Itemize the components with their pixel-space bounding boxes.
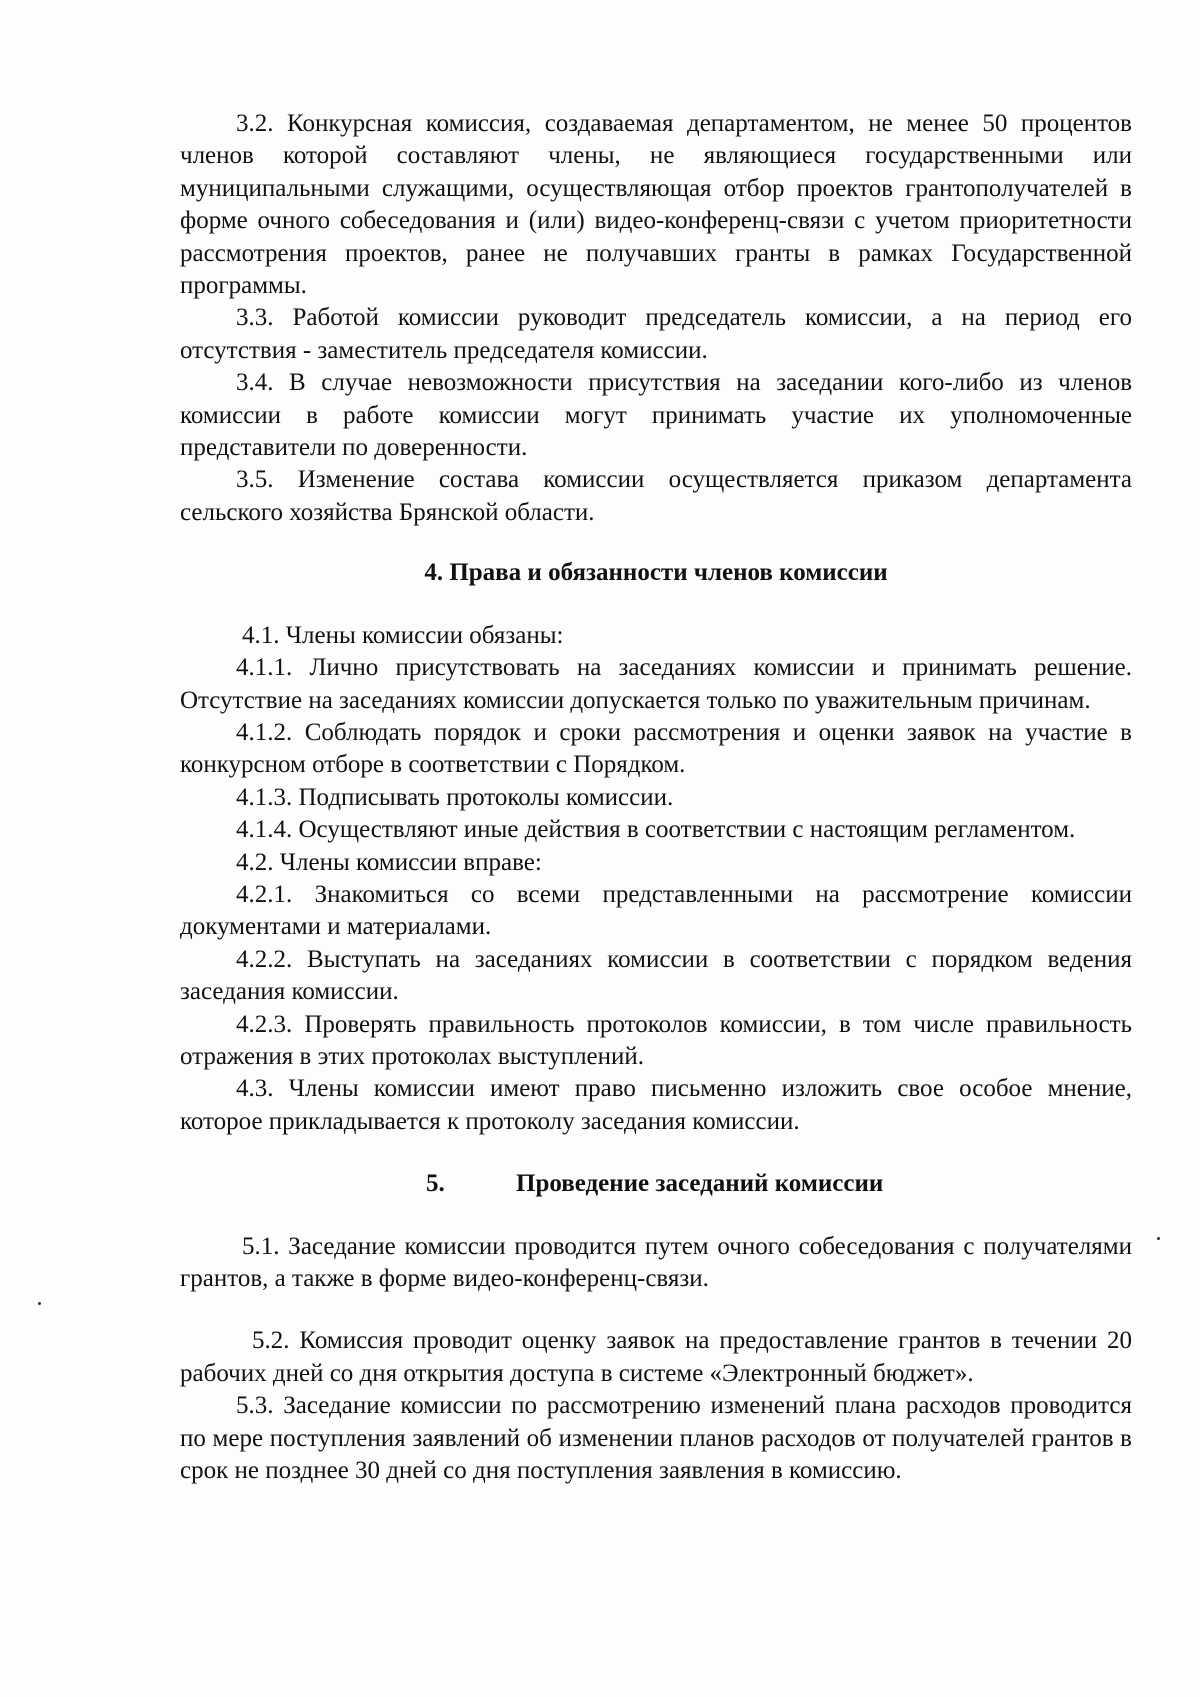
paragraph-4-1-3: 4.1.3. Подписывать протоколы комиссии. — [236, 783, 674, 811]
paragraph-5-2: 5.2. Комиссия проводит оценку заявок на предоставление грантов в течении 20 рабочих дней со дня открытия доступа в системе «Электронный бюджет». — [180, 1327, 1132, 1387]
section-4-heading: 4. Права и обязанности членов комиссии — [424, 559, 888, 587]
section-5-title: Проведение заседаний комиссии — [516, 1170, 884, 1198]
section-5-heading — [180, 1168, 1132, 1200]
paragraph-4-1-4: 4.1.4. Осуществляют иные действия в соответствии с настоящим регламентом. — [236, 816, 1076, 844]
paragraph-4-3: 4.3. Члены комиссии имеют право письменно изложить свое особое мнение, которое прикладывается к протоколу заседания комиссии. — [180, 1075, 1132, 1135]
paragraph-4-2: 4.2. Члены комиссии вправе: — [236, 848, 542, 876]
scan-speck — [38, 1302, 41, 1305]
paragraph-4-1-2: 4.1.2. Соблюдать порядок и сроки рассмотрения и оценки заявок на участие в конкурсном отборе в соответствии с Порядком. — [180, 718, 1132, 779]
paragraph-4-2-3: 4.2.3. Проверять правильность протоколов комиссии, в том числе правильность отражения в этих протоколах выступлений. — [180, 1010, 1132, 1070]
paragraph-4-2-2: 4.2.2. Выступать на заседаниях комиссии в соответствии с порядком ведения заседания комиссии. — [180, 945, 1132, 1006]
section-5-number: 5. — [426, 1170, 445, 1198]
paragraph-4-1-1: 4.1.1. Лично присутствовать на заседаниях комиссии и принимать решение. Отсутствие на заседаниях комиссии допускается только по уважительным причинам. — [180, 654, 1132, 714]
document-body — [180, 108, 1132, 1487]
paragraph-4-2-1: 4.2.1. Знакомиться со всеми представленными на рассмотрение комиссии документами и материалами. — [180, 880, 1132, 941]
paragraph-4-1: 4.1. Члены комиссии обязаны: — [242, 621, 564, 649]
paragraph-3-5: 3.5. Изменение состава комиссии осуществляется приказом департамента сельского хозяйства Брянской области. — [180, 466, 1132, 526]
paragraph-3-4: 3.4. В случае невозможности присутствия на заседании кого-либо из членов комиссии в работе комиссии могут принимать участие их уполномоченные представители по доверенности. — [180, 369, 1132, 462]
paragraph-3-3: 3.3. Работой комиссии руководит председатель комиссии, а на период его отсутствия - заместитель председателя комиссии. — [180, 304, 1132, 364]
paragraph-gap — [180, 1295, 1132, 1325]
paragraph-3-2: 3.2. Конкурсная комиссия, создаваемая департаментом, не менее 50 процентов членов которой составляют члены, не являющиеся государственными или муниципальными служащими, осуществляющая отбор проектов грантополучателей в форме очного собеседования и (или) видео-конференц-связи с учетом приоритетности рассмотрения проектов, ранее не получавших гранты в рамках Государственной программы. — [180, 110, 1132, 300]
scan-speck — [1157, 1237, 1160, 1240]
paragraph-5-3: 5.3. Заседание комиссии по рассмотрению изменений плана расходов проводится по мере поступления заявлений об изменении планов расходов от получателей грантов в срок не позднее 30 дней со дня поступления заявления в комиссию. — [180, 1392, 1132, 1485]
paragraph-5-1: 5.1. Заседание комиссии проводится путем очного собеседования с получателями грантов, а также в форме видео-конференц-связи. — [180, 1232, 1132, 1292]
